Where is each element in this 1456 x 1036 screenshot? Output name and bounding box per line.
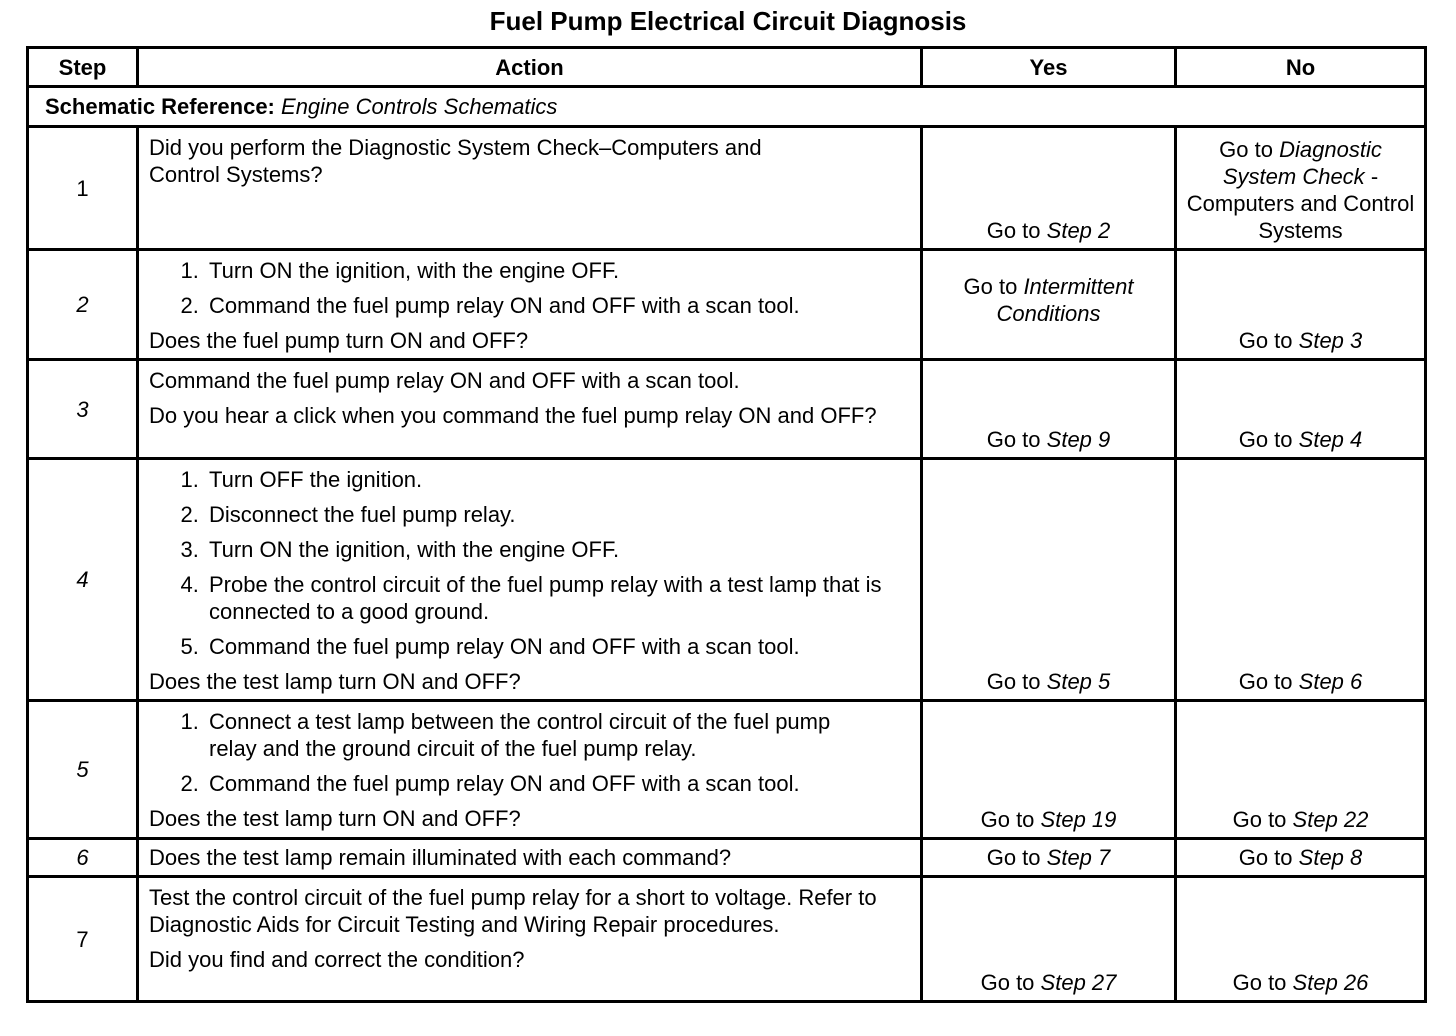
action-item: 2. Command the fuel pump relay ON and OFF with a scan tool. xyxy=(205,770,912,797)
action-question: Did you find and correct the condition? xyxy=(149,947,525,972)
no-prefix: Go to xyxy=(1238,669,1293,694)
no-prefix: Go to xyxy=(1238,427,1293,452)
action-item: 2. Disconnect the fuel pump relay. xyxy=(205,501,912,528)
yes-prefix: Go to xyxy=(986,845,1041,870)
no-cell xyxy=(1176,459,1426,701)
action-item: 1. Turn OFF the ignition. xyxy=(205,466,912,493)
action-intro: Command the fuel pump relay ON and OFF with a scan tool. xyxy=(149,368,740,393)
no-link[interactable]: Step 6 xyxy=(1298,669,1363,694)
yes-prefix: Go to xyxy=(963,274,1018,299)
no-link[interactable]: Step 3 xyxy=(1298,328,1363,353)
table-row xyxy=(28,877,1426,1002)
action-question: Does the test lamp turn ON and OFF? xyxy=(149,806,521,831)
yes-cell xyxy=(922,877,1176,1002)
table-row xyxy=(28,127,1426,250)
no-link[interactable]: Diagnostic System Check xyxy=(1222,137,1382,189)
yes-link[interactable]: Intermittent Conditions xyxy=(996,274,1134,326)
yes-prefix: Go to xyxy=(986,669,1041,694)
no-prefix: Go to xyxy=(1238,328,1293,353)
action-item: 1. Connect a test lamp between the control circuit of the fuel pump relay and the ground circuit of the fuel pump relay. xyxy=(205,708,912,762)
yes-link[interactable]: Step 5 xyxy=(1046,669,1111,694)
yes-prefix: Go to xyxy=(986,427,1041,452)
action-cell xyxy=(138,877,922,1002)
no-prefix: Go to xyxy=(1238,845,1293,870)
yes-link[interactable]: Step 27 xyxy=(1040,970,1117,995)
action-intro: Test the control circuit of the fuel pump relay for a short to voltage. Refer to Diagnostic Aids for Circuit Testing and Wiring Repair procedures. xyxy=(149,885,877,937)
no-link[interactable]: Step 8 xyxy=(1298,845,1363,870)
schematic-label: Schematic Reference: xyxy=(45,94,275,119)
schematic-reference-row xyxy=(28,87,1426,127)
no-cell xyxy=(1176,701,1426,839)
table-row xyxy=(28,701,1426,839)
yes-prefix: Go to xyxy=(986,218,1041,243)
schematic-reference xyxy=(28,87,1426,127)
action-list xyxy=(149,257,912,319)
no-cell xyxy=(1176,360,1426,459)
step-number: 3 xyxy=(28,360,138,459)
table-row xyxy=(28,250,1426,360)
yes-cell xyxy=(922,250,1176,360)
step-number: 4 xyxy=(28,459,138,701)
action-cell xyxy=(138,250,922,360)
header-action: Action xyxy=(138,48,922,87)
header-yes: Yes xyxy=(922,48,1176,87)
no-cell xyxy=(1176,839,1426,877)
step-number: 2 xyxy=(28,250,138,360)
no-cell xyxy=(1176,127,1426,250)
action-list xyxy=(149,466,912,660)
yes-cell xyxy=(922,127,1176,250)
yes-link[interactable]: Step 9 xyxy=(1046,427,1111,452)
no-cell xyxy=(1176,250,1426,360)
action-cell xyxy=(138,127,922,250)
header-row xyxy=(28,48,1426,87)
table-row xyxy=(28,360,1426,459)
action-item: 3. Turn ON the ignition, with the engine OFF. xyxy=(205,536,912,563)
no-link[interactable]: Step 4 xyxy=(1298,427,1363,452)
action-question: Does the test lamp turn ON and OFF? xyxy=(149,669,521,694)
yes-link[interactable]: Step 19 xyxy=(1040,807,1117,832)
yes-link[interactable]: Step 2 xyxy=(1046,218,1111,243)
action-item: 2. Command the fuel pump relay ON and OFF with a scan tool. xyxy=(205,292,912,319)
no-cell xyxy=(1176,877,1426,1002)
yes-prefix: Go to xyxy=(980,807,1035,832)
diagnosis-table xyxy=(26,46,1427,1003)
step-number: 6 xyxy=(28,839,138,877)
step-number: 1 xyxy=(28,127,138,250)
yes-cell xyxy=(922,360,1176,459)
header-step: Step xyxy=(28,48,138,87)
no-link[interactable]: Step 26 xyxy=(1292,970,1369,995)
action-question: Does the fuel pump turn ON and OFF? xyxy=(149,328,529,353)
action-question: Does the test lamp remain illuminated with each command? xyxy=(149,845,732,870)
no-prefix: Go to xyxy=(1232,970,1287,995)
table-row xyxy=(28,839,1426,877)
action-item: 1. Turn ON the ignition, with the engine OFF. xyxy=(205,257,912,284)
table-row xyxy=(28,459,1426,701)
yes-cell xyxy=(922,701,1176,839)
no-prefix: Go to xyxy=(1219,137,1273,162)
yes-prefix: Go to xyxy=(980,970,1035,995)
step-number: 5 xyxy=(28,701,138,839)
action-cell xyxy=(138,839,922,877)
action-item: 4. Probe the control circuit of the fuel pump relay with a test lamp that is connected to a good ground. xyxy=(205,571,912,625)
header-no: No xyxy=(1176,48,1426,87)
action-list xyxy=(149,708,912,797)
step-number: 7 xyxy=(28,877,138,1002)
yes-link[interactable]: Step 7 xyxy=(1046,845,1111,870)
no-suffix: - Computers and Control Systems xyxy=(1186,164,1415,243)
no-prefix: Go to xyxy=(1232,807,1287,832)
yes-cell xyxy=(922,839,1176,877)
action-cell xyxy=(138,360,922,459)
action-cell xyxy=(138,701,922,839)
no-link[interactable]: Step 22 xyxy=(1292,807,1369,832)
action-question: Did you perform the Diagnostic System Check–Computers and Control Systems? xyxy=(149,135,762,187)
action-question: Do you hear a click when you command the fuel pump relay ON and OFF? xyxy=(149,403,877,428)
yes-cell xyxy=(922,459,1176,701)
action-item: 5. Command the fuel pump relay ON and OFF with a scan tool. xyxy=(205,633,912,660)
page-title: Fuel Pump Electrical Circuit Diagnosis xyxy=(489,6,967,36)
action-cell xyxy=(138,459,922,701)
schematic-link[interactable]: Engine Controls Schematics xyxy=(281,94,558,119)
